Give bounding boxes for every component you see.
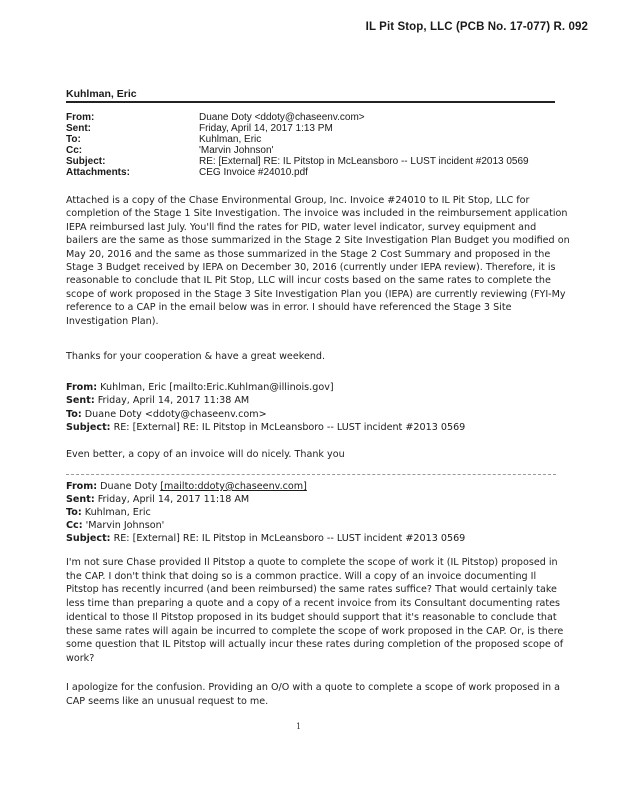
text-line: less time than preparing a quote and a copy of a recent invoice from its Consultant documenting rates bbox=[66, 598, 561, 610]
header-label: Attachments: bbox=[66, 167, 130, 178]
fwd1-subject-value: RE: [External] RE: IL Pitstop in McLeansboro -- LUST incident #2013 0569 bbox=[113, 422, 466, 434]
fwd2-cc-row bbox=[66, 520, 465, 533]
body-paragraph-1 bbox=[66, 194, 570, 328]
text-line: work? bbox=[66, 652, 95, 664]
header-value-cc: 'Marvin Johnson' bbox=[199, 145, 274, 156]
fwd-label: To: bbox=[66, 506, 82, 518]
fwd-label: From: bbox=[66, 481, 98, 492]
recipient-name: Kuhlman, Eric bbox=[66, 88, 137, 100]
text-line: Even better, a copy of an invoice will do nicely. Thank you bbox=[66, 449, 345, 460]
attachment-name: CEG Invoice #24010.pdf bbox=[199, 167, 308, 178]
fwd-label: To: bbox=[66, 408, 82, 420]
header-row-from bbox=[66, 112, 529, 123]
text-line: Investigation Plan). bbox=[66, 315, 159, 327]
fwd2-from-row bbox=[66, 481, 465, 494]
text-line: scope of work proposed in the Stage 3 Site Investigation Plan you (IEPA) are currently reviewing (FYI-My bbox=[66, 288, 566, 300]
fwd-label: Sent: bbox=[66, 493, 95, 505]
text-line: Pitstop has recently incurred (and been reimbursed) the same rates suffice? That would certainly take bbox=[66, 584, 557, 596]
text-line: bailers are the same as those summarized in the Stage 2 Site Investigation Plan Budget you modified on bbox=[66, 235, 570, 247]
fwd1-from-value: Kuhlman, Eric [mailto:Eric.Kuhlman@illinois.gov] bbox=[100, 382, 334, 393]
header-label: To: bbox=[66, 134, 81, 145]
fwd2-to-row bbox=[66, 507, 465, 520]
fwd2-from-name: Duane Doty bbox=[100, 481, 161, 492]
header-value-subject: RE: [External] RE: IL Pitstop in McLeansboro -- LUST incident #2013 0569 bbox=[199, 156, 529, 167]
message-separator bbox=[66, 474, 556, 475]
header-row-subject bbox=[66, 156, 529, 167]
text-line: May 20, 2016 and the same as those summarized in the Stage 2 Cost Summary and proposed in the bbox=[66, 248, 551, 260]
fwd-label: Cc: bbox=[66, 519, 83, 531]
header-row-to bbox=[66, 134, 529, 145]
fwd2-subject-row bbox=[66, 533, 465, 546]
fwd2-sent-row bbox=[66, 494, 465, 507]
email-header bbox=[66, 112, 529, 178]
body-paragraph-4 bbox=[66, 556, 564, 666]
text-line: Thanks for your cooperation & have a great weekend. bbox=[66, 351, 326, 362]
fwd2-to-value: Kuhlman, Eric bbox=[84, 506, 151, 518]
text-line: reference to a CAP in the email below was in error. I should have referenced the Stage 3 Site bbox=[66, 302, 512, 314]
fwd1-sent-value: Friday, April 14, 2017 11:38 AM bbox=[97, 395, 250, 407]
text-line: I apologize for the confusion. Providing an O/O with a quote to complete a scope of work proposed in a bbox=[66, 682, 561, 693]
fwd-label: Subject: bbox=[66, 532, 111, 544]
text-line: some question that IL Pitstop will actually incur these rates during completion of the proposed scope of bbox=[66, 639, 564, 651]
forwarded-header-1 bbox=[66, 381, 465, 435]
body-paragraph-3 bbox=[66, 448, 556, 461]
fwd-label: From: bbox=[66, 382, 98, 393]
bates-stamp: IL Pit Stop, LLC (PCB No. 17-077) R. 092 bbox=[365, 21, 588, 33]
header-value-to: Kuhlman, Eric bbox=[199, 134, 262, 145]
header-label: From: bbox=[66, 112, 95, 123]
page-number: 1 bbox=[296, 722, 302, 731]
fwd2-subject-value: RE: [External] RE: IL Pitstop in McLeansboro -- LUST incident #2013 0569 bbox=[113, 532, 466, 544]
body-paragraph-5 bbox=[66, 681, 561, 709]
header-row-sent bbox=[66, 123, 529, 134]
header-value-sent: Friday, April 14, 2017 1:13 PM bbox=[199, 123, 333, 134]
header-label: Sent: bbox=[66, 123, 91, 134]
text-line: Stage 3 Budget received by IEPA on December 30, 2016 (currently under IEPA review). Therefore, it is bbox=[66, 262, 556, 274]
fwd1-to-row bbox=[66, 408, 465, 421]
text-line: I'm not sure Chase provided Il Pitstop a quote to complete the scope of work it (IL Pitstop) proposed in bbox=[66, 557, 558, 568]
header-row-cc bbox=[66, 145, 529, 156]
text-line: these same rates will again be incurred to complete the scope of work proposed in the CAP. Or, is there bbox=[66, 625, 564, 637]
text-line: CAP seems like an unusual request to me. bbox=[66, 696, 269, 707]
fwd1-from-row bbox=[66, 381, 465, 394]
header-row-attachments bbox=[66, 167, 529, 178]
fwd2-cc-value: 'Marvin Johnson' bbox=[85, 519, 165, 531]
fwd1-subject-row bbox=[66, 421, 465, 434]
text-line: completion of the Stage 1 Site Investigation. The invoice was included in the reimbursement application bbox=[66, 208, 568, 220]
fwd1-sent-row bbox=[66, 394, 465, 407]
fwd-label: Subject: bbox=[66, 422, 111, 434]
text-line: IEPA reimbursed last July. You'll find the rates for PID, water level indicator, survey equipment and bbox=[66, 221, 537, 233]
fwd1-to-value: Duane Doty <ddoty@chaseenv.com> bbox=[84, 408, 267, 420]
header-label: Subject: bbox=[66, 156, 106, 167]
header-divider bbox=[66, 101, 555, 103]
text-line: reasonable to conclude that IL Pit Stop, LLC will incur costs based on the same rates to complete the bbox=[66, 275, 551, 287]
fwd2-sent-value: Friday, April 14, 2017 11:18 AM bbox=[97, 493, 250, 505]
header-label: Cc: bbox=[66, 145, 83, 156]
fwd-label: Sent: bbox=[66, 395, 95, 407]
text-line: identical to those Il Pitstop proposed in its budget should support that it's reasonable to conclude that bbox=[66, 611, 557, 623]
mailto-link[interactable]: [mailto:ddoty@chaseenv.com] bbox=[160, 481, 307, 492]
text-line: the CAP. I don't think that doing so is a common practice. Will a copy of an invoice documenting Il bbox=[66, 570, 537, 582]
header-value-from: Duane Doty <ddoty@chaseenv.com> bbox=[199, 112, 365, 123]
forwarded-header-2 bbox=[66, 481, 465, 546]
body-paragraph-2 bbox=[66, 350, 556, 363]
text-line: Attached is a copy of the Chase Environmental Group, Inc. Invoice #24010 to IL Pit Stop, LLC for bbox=[66, 195, 530, 206]
